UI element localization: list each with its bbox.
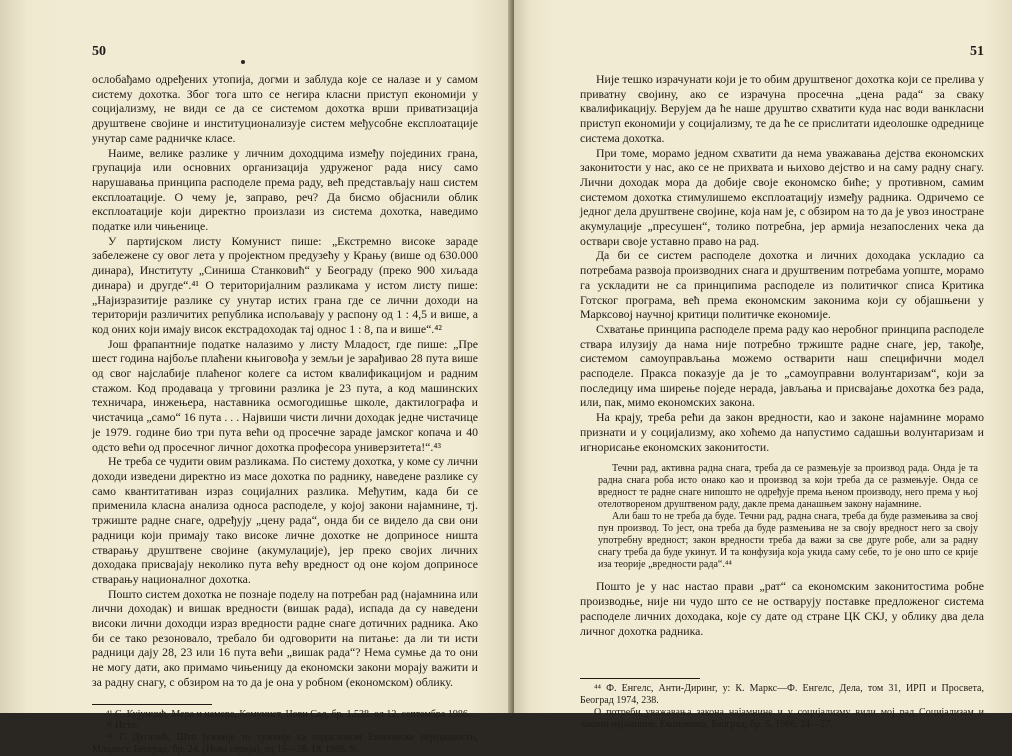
body-paragraph: Наиме, велике разлике у личним доходцима између појединих грана, групација или основних организација удруженог рада нису само нарушавања принципа расподеле према раду, већ представљају наш систем експлоатације. О чему је, заправо, реч? Да бисмо објаснили облик експлоатације који директно произлази из система дохотка, наведимо податке или чињенице. — [92, 145, 478, 234]
body-paragraph: Пошто је у нас настао прави „рат“ са економским законитостима робне производње, није ни чудо што се не остварују поставке предложеног система расподеле личних доходака, које су дате од стране ЦК СКЈ, у облику два дела личног дохотка радника. — [580, 579, 984, 638]
ink-speck — [241, 60, 245, 64]
body-paragraph: Не треба се чудити овим разликама. По систему дохотка, у коме су лични доходи изведени директно из масе дохотка по раднику, наведене разлике су само квантитативан израз социјалних разлика. Међутим, када би се применила класна анализа односа расподеле, у којој закони најамнине, тј. тржиште радне снаге, одређују „цену рада“, онда би се видело да сви они радници који примају тако високе личне дохотке не доприносе ништа стварању друштвене својине (акумулације), јер преко својих личних доходака присвајају неколико пута већу вредност од оне којом доприносе стварању националног дохотка. — [92, 454, 478, 586]
page-number-left: 50 — [92, 44, 106, 59]
footnote: О потреби уважавања закона најамнине и у социјализму види мој рад Социјализам и закони најамнине, Економика, Београд, бр. 5, 1986, 24—27. — [580, 706, 984, 730]
body-paragraph: Није тешко израчунати који је то обим друштвеног дохотка који се прелива у приватну својину, ако се израчуна просечна „цена рада“ за сваку квалификацију. Верујем да ће наше друштво схватити куда нас води ванкласни приступ економији у социјализму, те да ће се прислитати идеолошке одреднице система дохотка. — [580, 72, 984, 145]
right-page — [514, 0, 1012, 730]
body-paragraph: ослобађамо одређених утопија, догми и заблуда које се налазе и у самом систему дохотка. Због тога што се негира класни приступ економији у социјализму, не види се да се системом дохотка врши приватизација друштвене својине и институционализује систем међусобне експлоатације унутар саме радничке класе. — [92, 72, 478, 145]
block-quote — [598, 463, 978, 570]
body-paragraph: У партијском листу Комунист пише: „Екстремно високе зараде забележене су овог лета у пројектном предузећу у Крању (више од 630.000 динара), Институту „Синиша Станковић“ у Београду (преко 900 хиљада динара) и другде“.⁴¹ О територијалним разликама у истом листу пише: „Најизразитије разлике су унутар истих грана где се лични доходи на територији различитих република испољавају у распону од 1 : 4,5 и више, а код оних који имају висок екстрадоходак тај однос 1 : 8, па и више“.⁴² — [92, 233, 478, 336]
footnotes-right — [580, 683, 984, 730]
body-paragraph: При томе, морамо једном схватити да нема уважавања дејства економских законитости у нас, ако се не прихвата и њихово дејство и на саму радну снагу. Лични доходак мора да добије своје економско биће; у противном, самим системом дохотка стимулишемо експлоатацију између радника. Одричемо се једног дела друштвене својине, која нам је, с обзиром на то да је увоз иностране акумулације „пресушен“, толико потребна, јер армија незапослених чека да оствари своје уставно право на рад. — [580, 145, 984, 248]
body-paragraph: Схватање принципа расподеле према раду као неробног принципа расподеле ствара илузију да нама није потребно тржиште радне снаге, јер, такође, системом самоуправљања можемо остварити наш специфични модел расподеле. Пракса показује да је то „самоуправни волунтаризам“, који за последицу има ширење поједе нерада, јављања и присвајање дохотка без рада, или, пак, мимо економских закона. — [580, 321, 984, 410]
quote-paragraph: Али баш то не треба да буде. Течни рад, радна снага, треба да буде размењива за свој пун производ. То јест, она треба да буде размењива не за своју вредност него за своју употребну вредност; закон вредности треба да важи за све друге робе, али за радну снагу треба да буде укинут. И та конфузија која укида саму себе, то је оно што се крије иза теорије „вредности рада“.⁴⁴ — [598, 510, 978, 570]
footnote: ⁴³ Г. Дугалић, Што јужније то тужније са надасловом Економске неједнакости, Младост, Београд, бр. 24. (Нова серија), од 15—28. IX 1986, 9. — [92, 732, 478, 755]
page-number-right: 51 — [970, 44, 984, 59]
footnote-rule — [580, 678, 700, 679]
body-paragraph: Да би се систем расподеле дохотка и личних доходака ускладио са потребама развоја производних снага и друштвеним потребама уопште, морамо га ускладити не са принципима расподеле из политичког списа Критика Готског програма, већ према економским законима који су објашњени у Марксовој научној критици политичке економије. — [580, 248, 984, 322]
body-paragraph: На крају, треба рећи да закон вредности, као и законе најамнине морамо признати и у социјализму, ако хоћемо да напустимо садашњи волунтаризам и игнорисање економских законитости. — [580, 410, 984, 454]
footnote-rule — [92, 704, 212, 705]
footnote: ⁴⁴ Ф. Енгелс, Анти-Диринг, у: К. Маркс—Ф. Енгелс, Дела, том 31, ИРП и Просвета, Београд 1974, 238. — [580, 683, 984, 707]
body-paragraph: Још фрапантније податке налазимо у листу Младост, где пише: „Пре шест година најбоље плаћени књиговођа у земљи је зарађивао 28 пута више од свог најслабије плаћеног колеге са истом квалификацијом и радним стажом. Код продаваца у трговини разлика је 23 пута, а код машинских техничара, инжењера, наставника осмогодишње школе, дактилографа и чистачица „само“ 16 пута . . . Највиши чисти лични доходак једне чистачице је 1979. године био три пута већи од просечне зараде јамског копача и 40 одсто већи од просечног личног дохотка професора универзитета!“.⁴³ — [92, 336, 478, 454]
footnote: ⁴¹ С. Кујунџић, Мера и намере, Комунист, Нови Сад, бр. 1.538. од 12. септембра 1986. — [106, 708, 471, 720]
body-paragraph: Пошто систем дохотка не познаје поделу на потребан рад (најамнина или лични доходак) и вишак вредности (вишак рада), испада да су наведени високи лични доходци израз вредности радне снаге дотичних радника. Ако би се тако резоновало, требало би одговорити на питање: да ли ти исти радници дају 28, 23 или 16 пута већи „вишак рада“? Нема сумње да то они не могу дати, ако примамо чињеницу да економски закони морају важити и за радну снагу, с обзиром на то да је она у робном (економском) облику. — [92, 586, 478, 689]
quote-paragraph: Течни рад, активна радна снага, треба да се размењује за производ рада. Онда је та радна снага роба исто онако као и производ за који треба да се размењује. Онда се вредност те радне снаге нипошто не одређује према њеном производу, него према у њој отелотвореном друштвеном раду, дакле према данашњем закону најамнине. — [598, 463, 978, 510]
footnote: ⁴² Исто. — [106, 720, 139, 732]
footnotes-left — [92, 709, 478, 756]
